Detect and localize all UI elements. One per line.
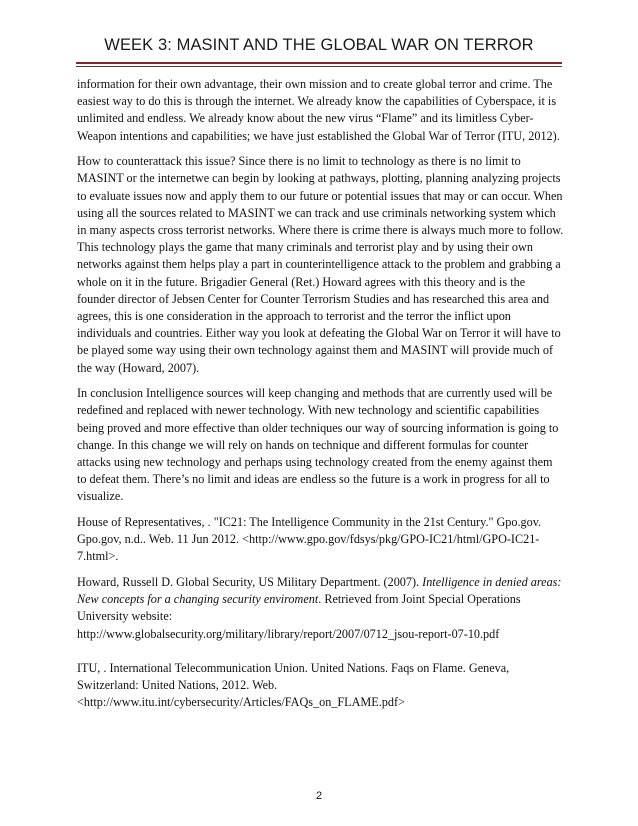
body-paragraph-1: information for their own advantage, their own mission and to create global terror and crime. The easiest way to do this is through the internet. We already know the capabilities of Cyberspace, it is unlimited and endless. We already know about the new virus “Flame” and its limitless Cyber-Weapon intentions and capabilities; we have just established the Global War of Terror (ITU, 2012). bbox=[77, 77, 560, 143]
reference-howard-title: Intelligence in denied areas: New concepts for a changing security enviroment bbox=[77, 575, 562, 607]
reference-house: House of Representatives, . "IC21: The Intelligence Community in the 21st Century." Gpo.gov. Gpo.gov, n.d.. Web. 11 Jun 2012. <http://www.gpo.gov/fdsys/pkg/GPO-IC21/html/GPO-IC21-7.html>. bbox=[77, 515, 542, 564]
body-paragraph-3: In conclusion Intelligence sources will keep changing and methods that are currently used will be redefined and replaced with newer technology. With new technology and scientific capabilities being proved and more effective than older techniques our way of sourcing information is going to change. In this change we will rely on hands on technique and different formulas for counter attacks using new technology and perhaps using technology created from the enemy against them to defeat them. There’s no limit and ideas are endless so the future is a work in progress for all to visualize. bbox=[77, 386, 559, 504]
page-number: 2 bbox=[315, 790, 323, 802]
header-rule-thick bbox=[76, 62, 562, 64]
page-header-title: WEEK 3: MASINT AND THE GLOBAL WAR ON TERROR bbox=[104, 36, 534, 54]
document-body bbox=[77, 76, 565, 720]
body-paragraph-2: How to counterattack this issue? Since there is no limit to technology as there is no limit to MASINT or the internetwe can begin by looking at pathways, plotting, planning analyzing projects to evaluate issues now and apply them to our future or potential issues that may or can occur. When using all the sources related to MASINT we can track and use criminals networking system which in many aspects cross terrorist networks. Where there is crime there is always much more to follow. This technology plays the game that many criminals and terrorist play and by using their own networks against them helps play a part in counterintelligence attack to the problem and grabbing a whole on it in the future. Brigadier General (Ret.) Howard agrees with this theory and is the founder director of Jebsen Center for Counter Terrorism Studies and has researched this area and agrees, this is one consideration in the approach to terrorist and the terror the inflict upon individuals and countries. Either way you look at defeating the Global War on Terror it will have to be played some way using their own technology against them and MASINT will provide much of the way (Howard, 2007). bbox=[77, 154, 564, 375]
reference-itu-text: ITU, . International Telecommunication Union. United Nations. Faqs on Flame. Geneva, Switzerland: United Nations, 2012. Web. bbox=[77, 660, 510, 693]
header-rule-thin bbox=[76, 66, 562, 67]
reference-itu bbox=[77, 660, 565, 712]
reference-howard-suffix: . Retrieved from Joint Special Operations University website: bbox=[77, 592, 521, 624]
reference-howard-prefix: Howard, Russell D. Global Security, US Military Department. (2007). bbox=[77, 575, 423, 590]
reference-howard bbox=[77, 574, 565, 643]
reference-howard-url: http://www.globalsecurity.org/military/library/report/2007/0712_jsou-report-07-10.pdf bbox=[77, 626, 500, 641]
reference-itu-url: <http://www.itu.int/cybersecurity/Articles/FAQs_on_FLAME.pdf> bbox=[77, 695, 405, 710]
